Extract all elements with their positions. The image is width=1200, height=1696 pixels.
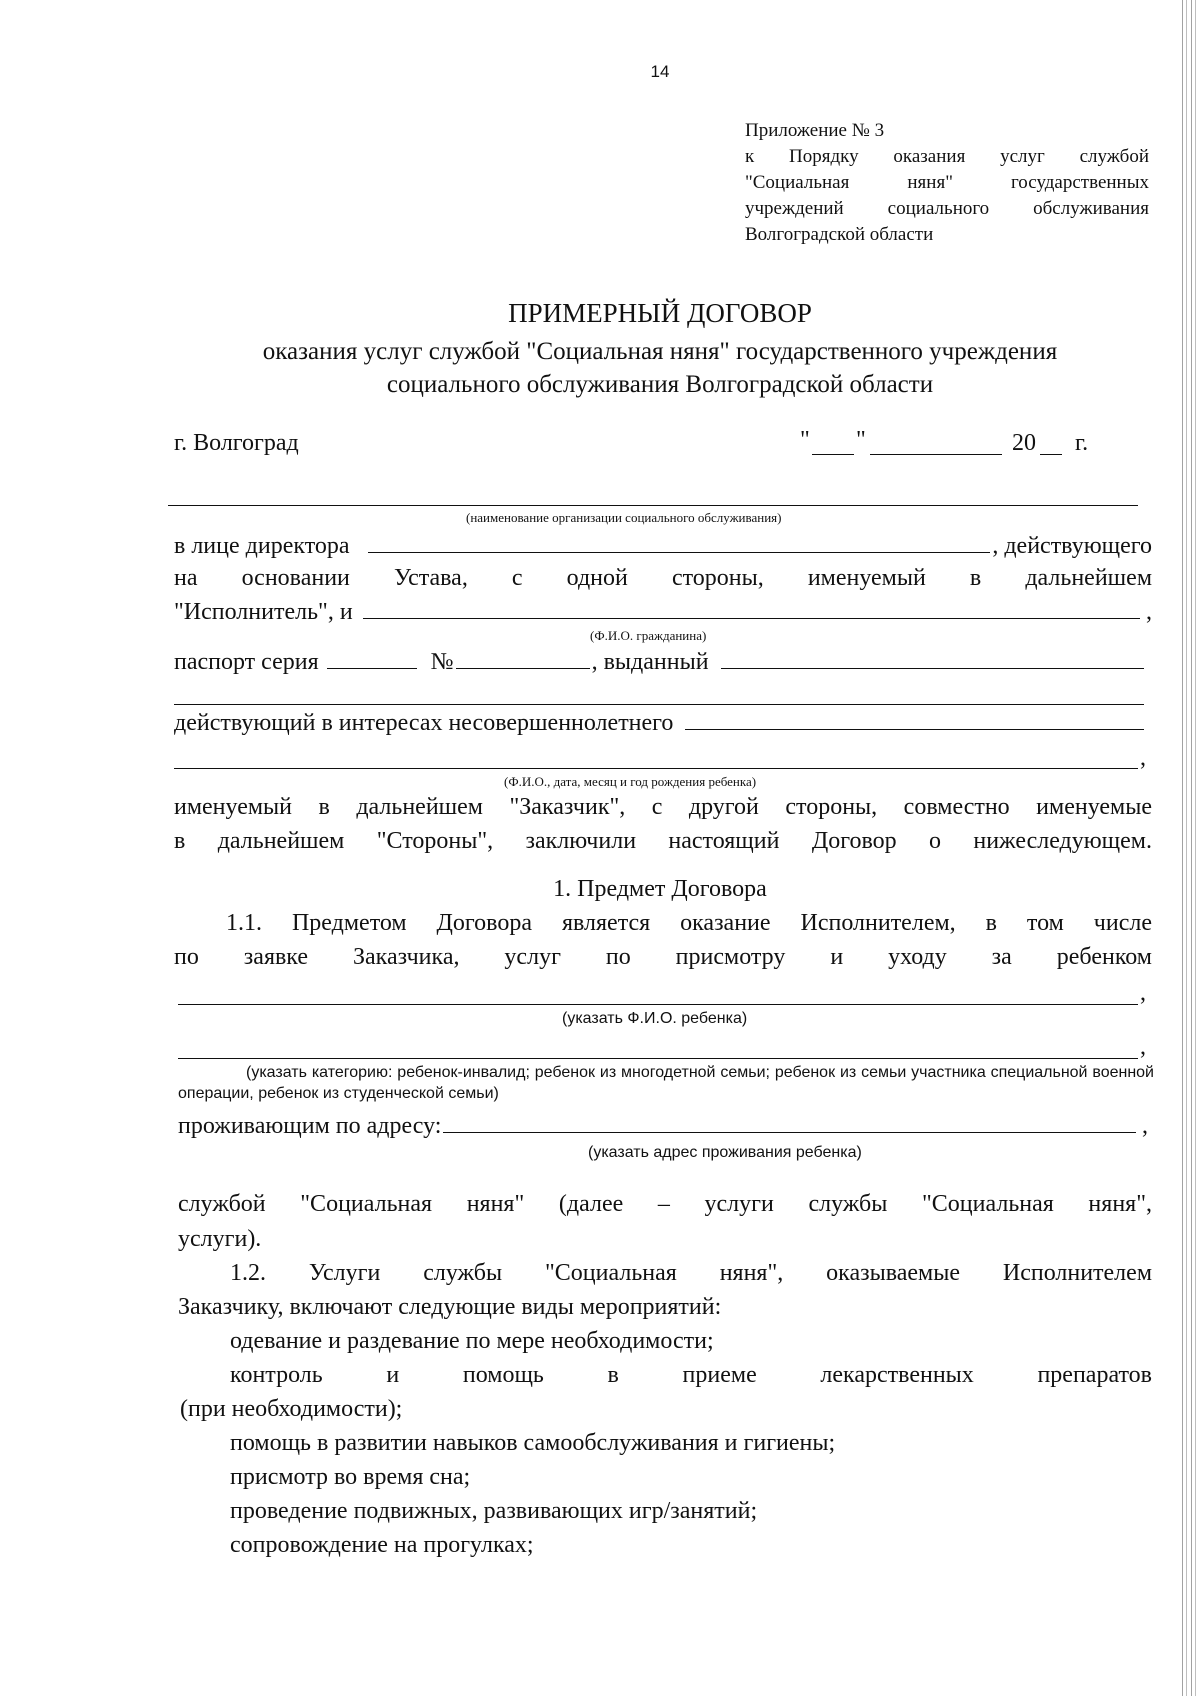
date-month-blank[interactable] bbox=[870, 454, 1002, 455]
place: г. Волгоград bbox=[174, 430, 299, 456]
child-details-comma: , bbox=[1140, 745, 1146, 771]
date-year-blank[interactable] bbox=[1040, 454, 1062, 455]
address-row bbox=[178, 1112, 1148, 1140]
issued-label: , выданный bbox=[591, 649, 709, 675]
date-day-blank[interactable] bbox=[812, 454, 854, 455]
list-item-1: одевание и раздевание по мере необходимости; bbox=[230, 1328, 714, 1354]
caption-child: (Ф.И.О., дата, месяц и год рождения ребенка) bbox=[504, 774, 757, 789]
citizen-name-blank[interactable] bbox=[363, 598, 1140, 619]
date-quote-close: " bbox=[856, 427, 866, 453]
residing-label: проживающим по адресу: bbox=[178, 1113, 442, 1139]
category-blank[interactable] bbox=[178, 1058, 1138, 1059]
appendix-line-1: Приложение № 3 bbox=[745, 120, 885, 141]
page-number: 14 bbox=[650, 62, 670, 81]
passport-number-sign: № bbox=[430, 649, 454, 675]
caption-child-name: (указать Ф.И.О. ребенка) bbox=[562, 1010, 748, 1027]
p12-line-2: Заказчику, включают следующие виды мероприятий: bbox=[178, 1294, 722, 1320]
section-1-heading: 1. Предмет Договора bbox=[553, 876, 767, 902]
service-line-2: услуги). bbox=[178, 1226, 262, 1252]
address-comma: , bbox=[1142, 1113, 1148, 1139]
customer-line-1: именуемый в дальнейшем "Заказчик", с другой стороны, совместно именуемые bbox=[174, 794, 1152, 820]
document-subtitle bbox=[0, 335, 1200, 401]
list-item-6: сопровождение на прогулках; bbox=[230, 1532, 534, 1558]
acting-interest-label: действующий в интересах несовершеннолетнего bbox=[174, 710, 674, 736]
director-blank[interactable] bbox=[368, 532, 991, 553]
basis-line: на основании Устава, с одной стороны, именуемый в дальнейшем bbox=[174, 565, 1152, 591]
appendix-line-5: Волгоградской области bbox=[745, 224, 934, 245]
list-item-5: проведение подвижных, развивающих игр/занятий; bbox=[230, 1498, 758, 1524]
date-year-prefix: 20 bbox=[1012, 430, 1036, 456]
director-label: в лице директора bbox=[174, 533, 350, 559]
passport-number-blank[interactable] bbox=[456, 648, 590, 669]
appendix-line-2: к Порядку оказания услуг службой bbox=[745, 146, 1149, 167]
p11-line-2: по заявке Заказчика, услуг по присмотру и уходу за ребенком bbox=[174, 944, 1152, 970]
child-name-blank[interactable] bbox=[178, 1004, 1138, 1005]
document-subtitle-text: оказания услуг службой "Социальная няня" государственного учреждения социального обслуживания Волгоградской области bbox=[262, 338, 1058, 398]
executor-label: "Исполнитель", и bbox=[174, 599, 353, 625]
list-item-4: присмотр во время сна; bbox=[230, 1464, 471, 1490]
caption-category: (указать категорию: ребенок-инвалид; ребенок из многодетной семьи; ребенок из семьи участника специальной военной операции, ребенок из студенческой семьи) bbox=[178, 1064, 1154, 1102]
document-title: ПРИМЕРНЫЙ ДОГОВОР bbox=[508, 298, 812, 328]
minor-blank[interactable] bbox=[685, 709, 1144, 730]
issued-by-blank[interactable] bbox=[721, 648, 1144, 669]
issued-by-blank-2[interactable] bbox=[174, 704, 1144, 705]
appendix-block bbox=[745, 118, 1149, 248]
scan-edge-artifact bbox=[1178, 0, 1200, 1696]
child-name-comma: , bbox=[1140, 980, 1146, 1006]
child-details-blank[interactable] bbox=[174, 768, 1138, 769]
caption-citizen: (Ф.И.О. гражданина) bbox=[590, 628, 707, 643]
executor-row bbox=[174, 598, 1152, 626]
category-comma: , bbox=[1140, 1034, 1146, 1060]
executor-comma: , bbox=[1146, 599, 1152, 625]
list-item-3: помощь в развитии навыков самообслуживания и гигиены; bbox=[230, 1430, 836, 1456]
caption-address: (указать адрес проживания ребенка) bbox=[588, 1144, 862, 1161]
date-quote-open: " bbox=[800, 427, 810, 453]
list-item-2-line-2: (при необходимости); bbox=[180, 1396, 403, 1422]
director-row bbox=[174, 532, 1152, 560]
p11-line-1: 1.1. Предметом Договора является оказание Исполнителем, в том числе bbox=[226, 910, 1152, 936]
list-item-2-line-1: контроль и помощь в приеме лекарственных препаратов bbox=[230, 1362, 1152, 1388]
date-year-suffix: г. bbox=[1075, 430, 1089, 456]
service-line-1: службой "Социальная няня" (далее – услуги службы "Социальная няня", bbox=[178, 1191, 1152, 1217]
caption-org: (наименование организации социального обслуживания) bbox=[466, 510, 782, 525]
address-blank[interactable] bbox=[443, 1112, 1136, 1133]
passport-row bbox=[174, 648, 1146, 676]
acting-label: , действующего bbox=[992, 533, 1152, 559]
appendix-line-3: "Социальная няня" государственных bbox=[745, 172, 1149, 193]
passport-series-blank[interactable] bbox=[327, 648, 417, 669]
appendix-line-4: учреждений социального обслуживания bbox=[745, 198, 1149, 219]
acting-interest-row bbox=[174, 709, 1146, 737]
passport-label: паспорт серия bbox=[174, 649, 319, 675]
p12-line-1: 1.2. Услуги службы "Социальная няня", оказываемые Исполнителем bbox=[230, 1260, 1152, 1286]
org-name-blank[interactable] bbox=[168, 505, 1138, 506]
customer-line-2: в дальнейшем "Стороны", заключили настоящий Договор о нижеследующем. bbox=[174, 828, 1152, 854]
